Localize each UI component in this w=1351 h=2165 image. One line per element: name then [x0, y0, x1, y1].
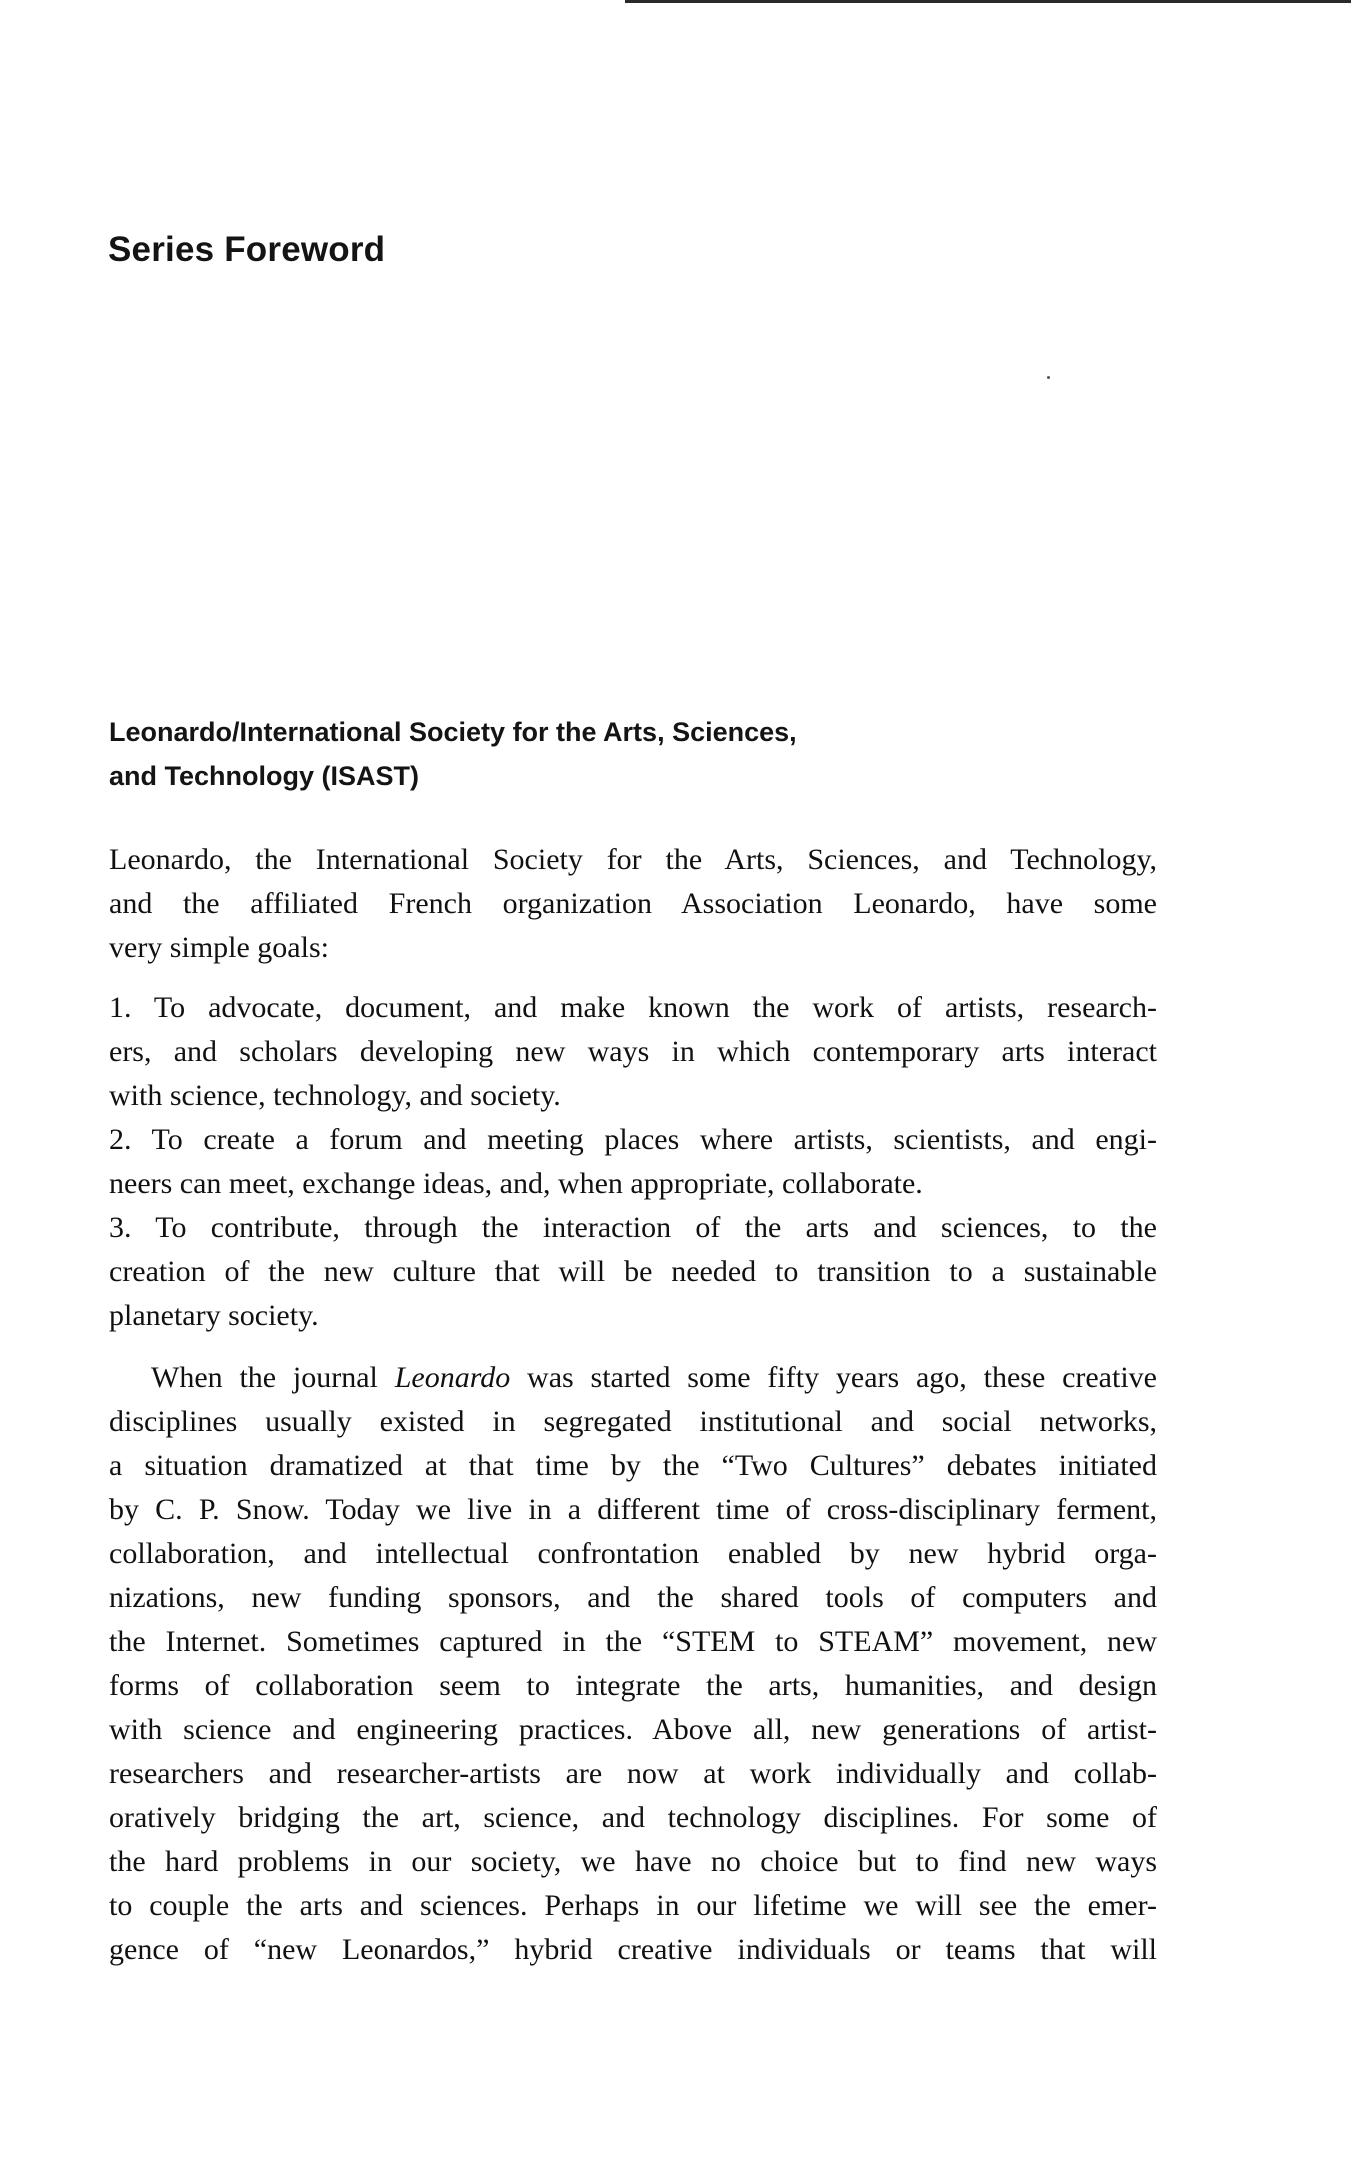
text-line: with science and engineering practices. Above all, new generations of artist- [109, 1713, 1157, 1746]
journal-title: Leonardo [394, 1361, 511, 1394]
list-item-line: with science, technology, and society. [109, 1079, 561, 1112]
body-paragraph [109, 1356, 1157, 1972]
intro-paragraph [109, 838, 1157, 970]
list-item-line: 3. To contribute, through the interaction of the arts and sciences, to the [109, 1211, 1157, 1244]
list-item-line: creation of the new culture that will be needed to transition to a sustainable [109, 1255, 1157, 1288]
text-line: by C. P. Snow. Today we live in a different time of cross-disciplinary ferment, [109, 1493, 1157, 1526]
text-run: When the journal [151, 1361, 395, 1394]
text-line: to couple the arts and sciences. Perhaps in our lifetime we will see the emer- [109, 1889, 1157, 1922]
text-line: the hard problems in our society, we have no choice but to find new ways [109, 1845, 1157, 1878]
text-line: and the affiliated French organization Association Leonardo, have some [109, 887, 1157, 920]
text-line [109, 1356, 1157, 1400]
list-item-line: neers can meet, exchange ideas, and, when appropriate, collaborate. [109, 1167, 923, 1200]
text-line: nizations, new funding sponsors, and the shared tools of computers and [109, 1581, 1157, 1614]
top-rule [625, 0, 1351, 3]
text-line: a situation dramatized at that time by the “Two Cultures” debates initiated [109, 1449, 1157, 1482]
text-line: the Internet. Sometimes captured in the “STEM to STEAM” movement, new [109, 1625, 1157, 1658]
text-line: researchers and researcher-artists are now at work individually and collab- [109, 1757, 1157, 1790]
list-item-line: ers, and scholars developing new ways in which contemporary arts interact [109, 1035, 1157, 1068]
text-line: Leonardo, the International Society for the Arts, Sciences, and Technology, [109, 843, 1157, 876]
section-heading-line: Leonardo/International Society for the Arts, Sciences, [109, 717, 797, 747]
scan-speck [1047, 376, 1050, 379]
text-line: oratively bridging the art, science, and technology disciplines. For some of [109, 1801, 1157, 1834]
text-line: gence of “new Leonardos,” hybrid creative individuals or teams that will [109, 1933, 1157, 1966]
text-line: very simple goals: [109, 931, 329, 964]
section-heading-line: and Technology (ISAST) [109, 761, 419, 791]
text-line: forms of collaboration seem to integrate the arts, humanities, and design [109, 1669, 1157, 1702]
section-heading [109, 710, 1189, 798]
goals-list [109, 986, 1157, 1338]
text-line: collaboration, and intellectual confrontation enabled by new hybrid orga- [109, 1537, 1157, 1570]
page-title: Series Foreword [108, 230, 386, 269]
list-item-line: 1. To advocate, document, and make known the work of artists, research- [109, 991, 1157, 1024]
text-run: was started some fifty years ago, these creative [510, 1361, 1157, 1394]
text-line: disciplines usually existed in segregated institutional and social networks, [109, 1405, 1157, 1438]
list-item-line: planetary society. [109, 1299, 319, 1332]
list-item-line: 2. To create a forum and meeting places where artists, scientists, and engi- [109, 1123, 1157, 1156]
